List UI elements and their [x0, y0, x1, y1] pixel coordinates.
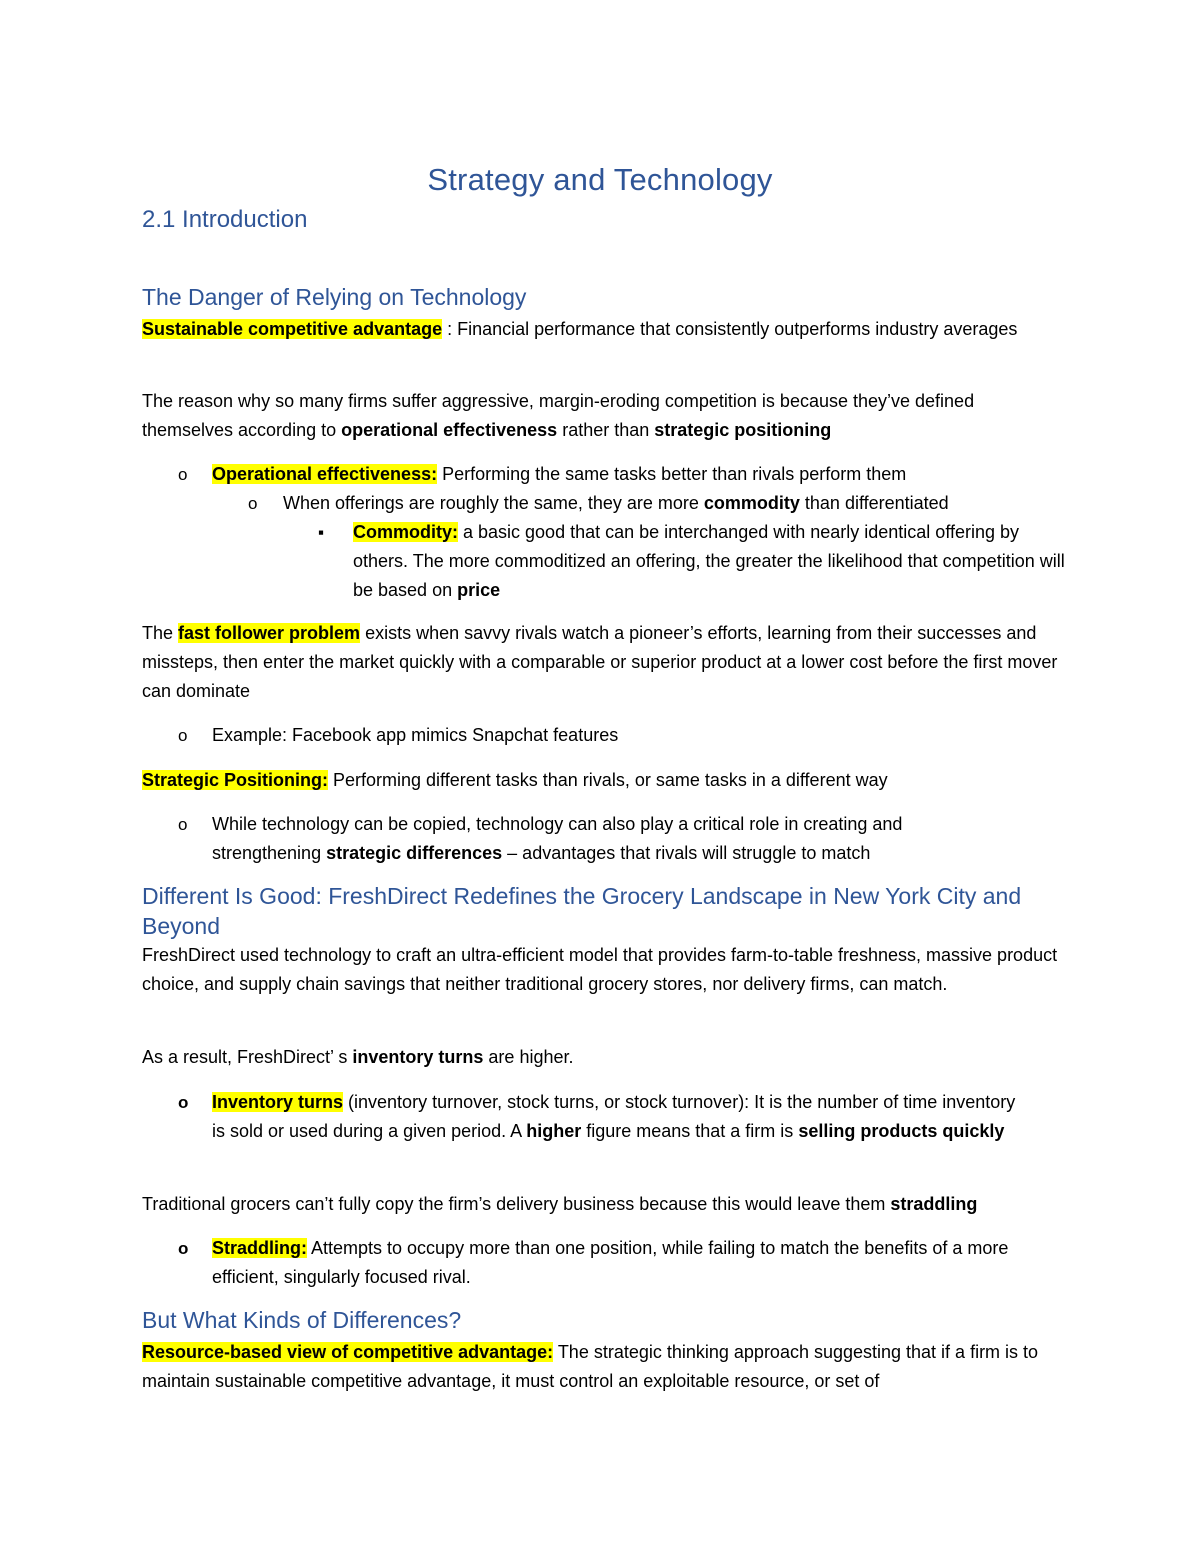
paragraph-freshdirect-model: FreshDirect used technology to craft an ultra-efficient model that provides farm-to-table freshness, massive product choice, and supply chain savings that neither traditional grocery stores, nor delivery firms, can match.: [142, 945, 1058, 994]
paragraph-text: are higher.: [483, 1047, 574, 1067]
term-commodity: Commodity:: [353, 522, 458, 542]
bold-higher: higher: [526, 1121, 582, 1141]
term-fast-follower-problem: fast follower problem: [178, 623, 361, 643]
square-bullet-icon: ▪: [318, 523, 325, 542]
paragraph-traditional-grocers: [142, 1190, 1082, 1219]
term-strategic-positioning: Strategic Positioning:: [142, 770, 329, 790]
bold-straddling: straddling: [890, 1194, 978, 1214]
bold-strategic-differences: strategic differences: [326, 843, 503, 863]
paragraph-reason: [142, 387, 1062, 445]
paragraph-text: The: [142, 623, 179, 643]
paragraph-text: exists when savvy rivals watch a pioneer’s efforts, learning from their successes and missteps, then enter the market quickly with a comparable or superior product at a lower cost before the first mover can dominate: [142, 623, 1058, 701]
list-item-commodity: [353, 518, 1065, 605]
term-inventory-turns: Inventory turns: [212, 1092, 344, 1112]
list-item-straddling: [212, 1234, 1062, 1292]
list-text: – advantages that rivals will struggle to match: [502, 843, 871, 863]
section-heading-introduction: 2.1 Introduction: [142, 206, 308, 233]
heading-kinds-of-differences: But What Kinds of Differences?: [142, 1307, 462, 1333]
term-operational-effectiveness: Operational effectiveness:: [212, 464, 438, 484]
paragraph-text: rather than: [557, 420, 655, 440]
circle-bullet-icon: o: [178, 815, 188, 834]
bold-operational-effectiveness: operational effectiveness: [341, 420, 558, 440]
bold-price: price: [457, 580, 501, 600]
definition-text: : Financial performance that consistently outperforms industry averages: [442, 319, 1018, 339]
circle-bullet-icon: o: [178, 465, 188, 484]
bold-commodity: commodity: [703, 493, 800, 513]
list-item-example: Example: Facebook app mimics Snapchat features: [212, 725, 619, 745]
list-item-operational-effectiveness: [212, 460, 1072, 489]
paragraph-strategic-positioning: [142, 766, 1062, 795]
paragraph-inventory-turns: [142, 1043, 1062, 1072]
paragraph-sca-definition: [142, 315, 1062, 344]
list-item-offerings: [283, 489, 1073, 518]
bold-inventory-turns: inventory turns: [352, 1047, 484, 1067]
term-resource-based-view: Resource-based view of competitive advantage:: [142, 1342, 554, 1362]
paragraph-text: The reason why so many firms suffer aggressive, margin-eroding competition is because they’ve defined themselves according to: [142, 391, 975, 440]
definition-text: Performing different tasks than rivals, or same tasks in a different way: [328, 770, 888, 790]
circle-bullet-icon: o: [178, 726, 188, 745]
document-title: Strategy and Technology: [427, 162, 773, 197]
heading-danger-of-relying: The Danger of Relying on Technology: [142, 284, 527, 310]
circle-bullet-icon: o: [178, 1093, 189, 1112]
list-item-technology-copied: [212, 810, 1012, 868]
paragraph-fast-follower: [142, 619, 1062, 706]
definition-text: Attempts to occupy more than one position, while failing to match the benefits of a more efficient, singularly focused rival.: [212, 1238, 1009, 1287]
definition-text: a basic good that can be interchanged with nearly identical offering by others. The more commoditized an offering, the greater the likelihood that competition will be based on: [353, 522, 1065, 600]
paragraph-text: As a result, FreshDirect’ s: [142, 1047, 353, 1067]
definition-text: The strategic thinking approach suggesting that if a firm is to maintain sustainable competitive advantage, it must control an exploitable resource, or set of: [142, 1342, 1039, 1391]
circle-bullet-icon: o: [178, 1239, 189, 1258]
paragraph-text: Traditional grocers can’t fully copy the firm’s delivery business because this would leave them: [142, 1194, 891, 1214]
heading-freshdirect: Different Is Good: FreshDirect Redefines the Grocery Landscape in New York City and Beyond: [142, 883, 1022, 939]
term-straddling: Straddling:: [212, 1238, 307, 1258]
circle-bullet-icon: o: [248, 494, 258, 513]
bold-strategic-positioning: strategic positioning: [654, 420, 832, 440]
list-text: than differentiated: [799, 493, 949, 513]
definition-text: figure means that a firm is: [581, 1121, 799, 1141]
definition-text: Performing the same tasks better than rivals perform them: [437, 464, 907, 484]
definition-text: (inventory turnover, stock turns, or stock turnover): It is the number of time inventory is sold or used during a given period. A: [212, 1092, 1016, 1141]
paragraph-resource-based-view: [142, 1338, 1072, 1396]
list-text: When offerings are roughly the same, they are more: [283, 493, 704, 513]
list-item-inventory-turns: [212, 1088, 1032, 1146]
bold-selling-products-quickly: selling products quickly: [798, 1121, 1005, 1141]
term-sustainable-competitive-advantage: Sustainable competitive advantage: [142, 319, 443, 339]
list-text: While technology can be copied, technology can also play a critical role in creating and strengthening: [212, 814, 903, 863]
